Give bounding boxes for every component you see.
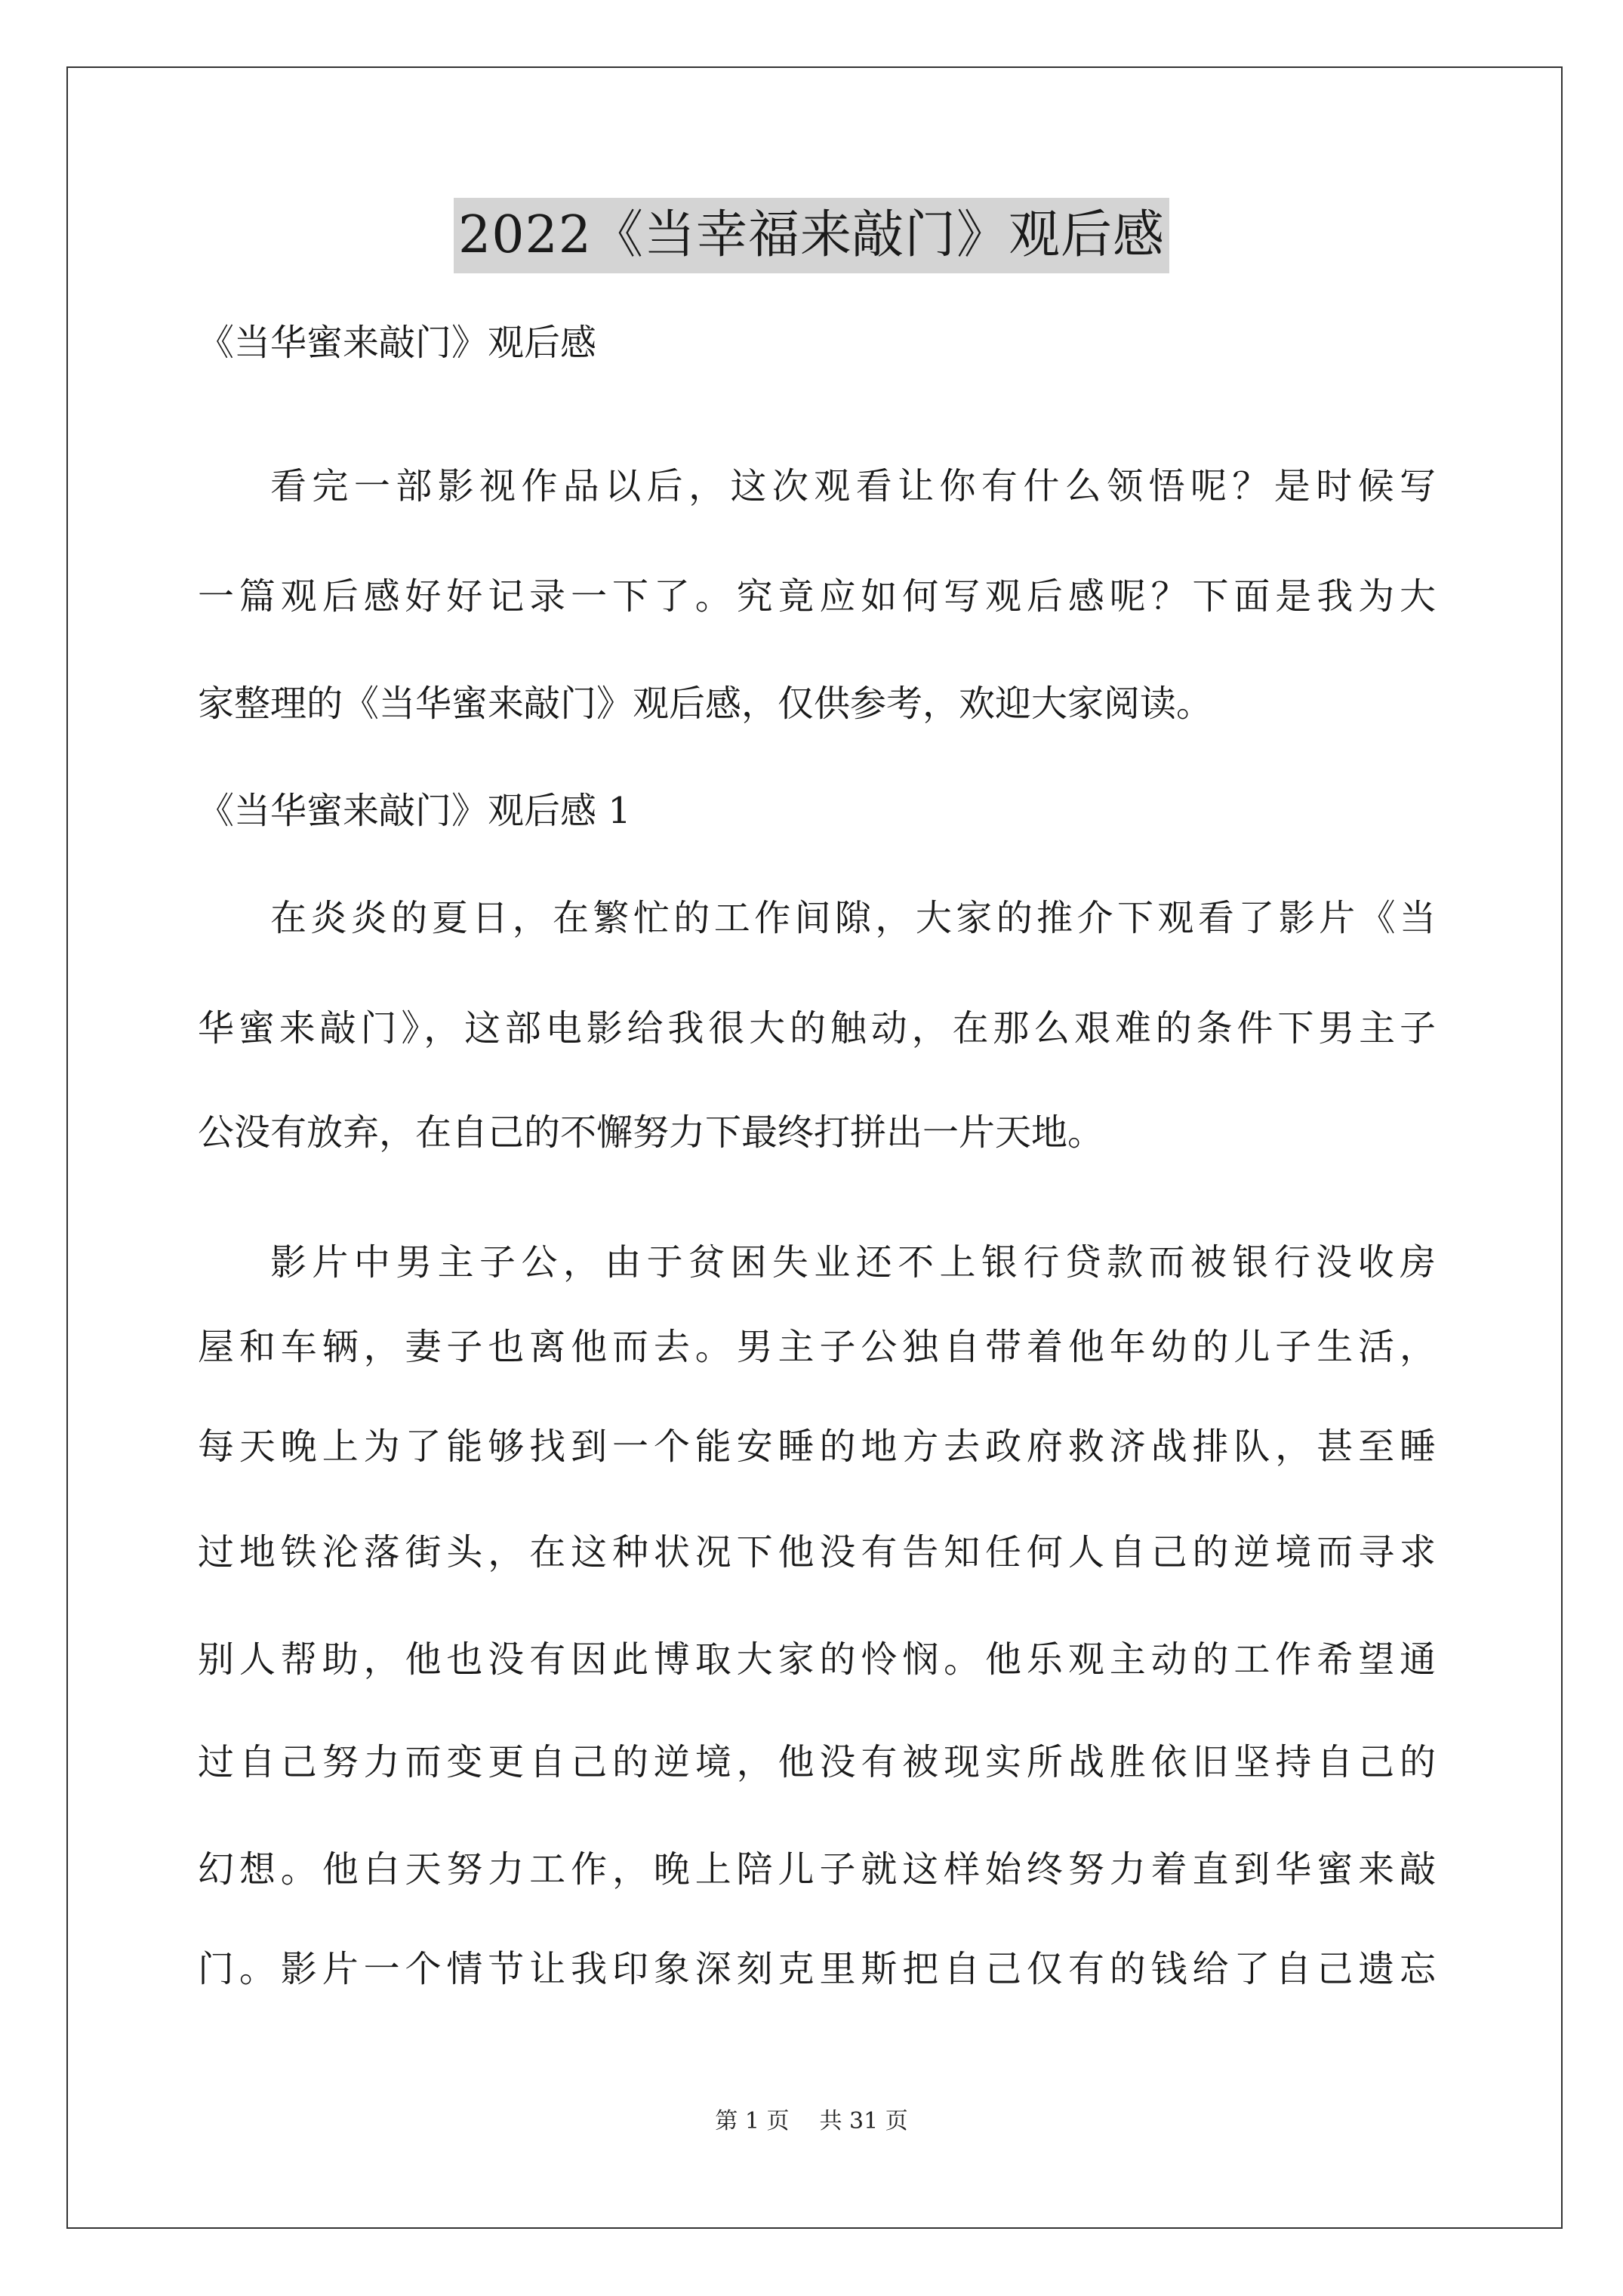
paragraph-line: 幻想。他白天努力工作，晚上陪儿子就这样始终努力着直到华蜜来敲: [198, 1848, 1436, 1891]
paragraph-line: 影片中男主子公，由于贫困失业还不上银行贷款而被银行没收房: [270, 1241, 1436, 1284]
document-title: 2022《当幸福来敲门》观后感: [454, 198, 1169, 273]
paragraph-line: 华蜜来敲门》，这部电影给我很大的触动，在那么艰难的条件下男主子: [198, 1007, 1436, 1049]
paragraph-line: 每天晚上为了能够找到一个能安睡的地方去政府救济战排队，甚至睡: [198, 1425, 1436, 1468]
section-heading: 《当华蜜来敲门》观后感: [198, 322, 597, 364]
paragraph-line: 看完一部影视作品以后，这次观看让你有什么领悟呢？是时候写: [270, 465, 1436, 507]
paragraph-line: 别人帮助，他也没有因此博取大家的怜悯。他乐观主动的工作希望通: [198, 1638, 1436, 1681]
page-total: 共 31 页: [819, 2108, 908, 2134]
page-footer: [0, 2106, 1623, 2137]
paragraph-line: 在炎炎的夏日，在繁忙的工作间隙，大家的推介下观看了影片《当: [270, 897, 1436, 939]
paragraph-line: 过自己努力而变更自己的逆境，他没有被现实所战胜依旧坚持自己的: [198, 1741, 1436, 1783]
paragraph-line: 一篇观后感好好记录一下了。究竟应如何写观后感呢？下面是我为大: [198, 575, 1436, 618]
title-container: [0, 198, 1623, 273]
paragraph-line: 屋和车辆，妻子也离他而去。男主子公独自带着他年幼的儿子生活，: [198, 1326, 1436, 1368]
paragraph-line: 家整理的《当华蜜来敲门》观后感，仅供参考，欢迎大家阅读。: [198, 683, 1213, 725]
paragraph-line: 公没有放弃，在自己的不懈努力下最终打拼出一片天地。: [198, 1111, 1104, 1154]
paragraph-line: 过地铁沦落街头，在这种状况下他没有告知任何人自己的逆境而寻求: [198, 1531, 1436, 1573]
section-heading: 《当华蜜来敲门》观后感 1: [198, 790, 631, 832]
page-number: 第 1 页: [715, 2108, 790, 2134]
paragraph-line: 门。影片一个情节让我印象深刻克里斯把自己仅有的钱给了自己遗忘: [198, 1948, 1436, 1990]
